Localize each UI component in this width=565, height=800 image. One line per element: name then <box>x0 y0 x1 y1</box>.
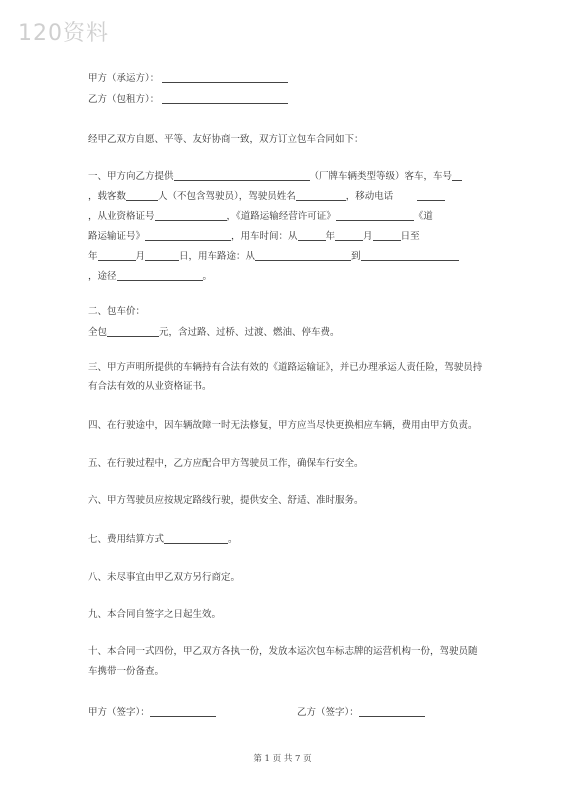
party-b-blank <box>162 93 288 104</box>
price-blank <box>107 326 159 337</box>
intro-text: 经甲乙双方自愿、平等、友好协商一致，双方订立包车合同如下： <box>88 134 364 145</box>
clause10-line2: 车携带一份备查。 <box>88 666 165 677</box>
clause7-line <box>88 531 238 545</box>
clause2-title: 二、包车价： <box>88 306 146 317</box>
clause1-text: ，载客数 <box>88 191 127 202</box>
clause2-text: 元，含过路、过桥、过渡、燃油、停车费。 <box>159 327 340 338</box>
sign-blank-b <box>359 706 425 717</box>
clause1-text: 月 <box>363 231 373 242</box>
license-blank <box>336 210 414 221</box>
clause1-text: 到 <box>351 251 361 262</box>
clause1-text: ，途径 <box>88 271 117 282</box>
clause1-line2 <box>88 188 445 202</box>
clause8-text: 八、未尽事宜由甲乙双方另行商定。 <box>88 572 241 583</box>
sign-party-a <box>88 704 216 718</box>
route-from-blank <box>255 250 351 261</box>
clause1-text: 年 <box>325 231 336 242</box>
clause1-text: ，从业资格证号 <box>88 211 155 222</box>
sign-party-b <box>297 704 425 718</box>
clause1-text: 月 <box>135 251 146 262</box>
clause7-text: 七、费用结算方式 <box>88 534 165 545</box>
start-day-blank <box>373 230 401 241</box>
watermark: 120资料 <box>18 21 109 46</box>
clause1-line3 <box>88 208 433 222</box>
page-footer: 第 1 页 共 7 页 <box>253 754 312 764</box>
via-blank <box>117 270 203 281</box>
clause10-line1: 十、本合同一式四份，甲乙双方各执一份，发放本运次包车标志牌的运营机构一份，驾驶员随 <box>88 646 478 657</box>
party-a-blank <box>162 72 288 83</box>
plate-blank <box>452 170 462 181</box>
route-to-blank <box>361 250 459 261</box>
clause1-line5 <box>88 248 459 262</box>
party-a-label: 甲方（承运方）： <box>88 73 160 84</box>
clause1-text: 一、甲方向乙方提供 <box>88 171 174 182</box>
qualification-blank <box>155 210 227 221</box>
sign-label-b: 乙方（签字）： <box>297 707 359 718</box>
clause1-text: 人（不包含驾驶员），驾驶员姓名 <box>158 191 296 202</box>
sign-label-a: 甲方（签字）： <box>88 707 150 718</box>
transport-cert-blank <box>145 230 231 241</box>
clause2-text: 全包 <box>88 327 108 338</box>
clause1-line6 <box>88 268 212 282</box>
driver-name-blank <box>296 190 346 201</box>
start-year-blank <box>298 230 326 241</box>
clause1-text: 《道 <box>413 211 433 222</box>
clause1-text: 路运输证号》 <box>88 231 146 242</box>
party-b-line <box>88 91 288 105</box>
vehicle-type-blank <box>174 170 310 181</box>
passenger-count-blank <box>126 190 158 201</box>
clause9-text: 九、本合同自签字之日起生效。 <box>88 609 222 620</box>
settlement-blank <box>164 533 228 544</box>
start-month-blank <box>335 230 363 241</box>
clause1-text: 日，用车路途：从 <box>179 251 256 262</box>
mobile-blank <box>417 190 445 201</box>
clause1-text: 年 <box>88 251 98 262</box>
clause1-text: 日至 <box>400 231 420 242</box>
clause1-text: ，移动电话 <box>345 191 394 202</box>
clause3-line2: 有合法有效的从业资格证书。 <box>88 381 212 392</box>
clause1-text: 。 <box>202 271 213 282</box>
end-year-blank <box>98 250 136 261</box>
clause2-line <box>88 324 340 338</box>
clause1-text: ，《道路运输经营许可证》 <box>226 211 336 222</box>
party-b-label: 乙方（包租方）： <box>88 94 160 105</box>
clause3-line1: 三、甲方声明所提供的车辆持有合法有效的《道路运输证》，并已办理承运人责任险，驾驶员持 <box>88 362 483 373</box>
party-a-line <box>88 70 288 84</box>
clause1-text: ，用车时间：从 <box>231 231 298 242</box>
clause1-line1 <box>88 168 462 182</box>
clause5-text: 五、在行驶过程中，乙方应配合甲方驾驶员工作，确保车行安全。 <box>88 458 364 469</box>
sign-blank-a <box>150 706 216 717</box>
clause4-text: 四、在行驶途中，因车辆故障一时无法修复，甲方应当尽快更换相应车辆，费用由甲方负责。 <box>88 420 478 431</box>
clause1-line4 <box>88 228 420 242</box>
clause1-text: （厂牌车辆类型等级）客车，车号 <box>309 171 453 182</box>
end-month-blank <box>145 250 179 261</box>
clause6-text: 六、甲方驾驶员应按规定路线行驶，提供安全、舒适、准时服务。 <box>88 495 364 506</box>
clause7-text: 。 <box>228 534 238 545</box>
